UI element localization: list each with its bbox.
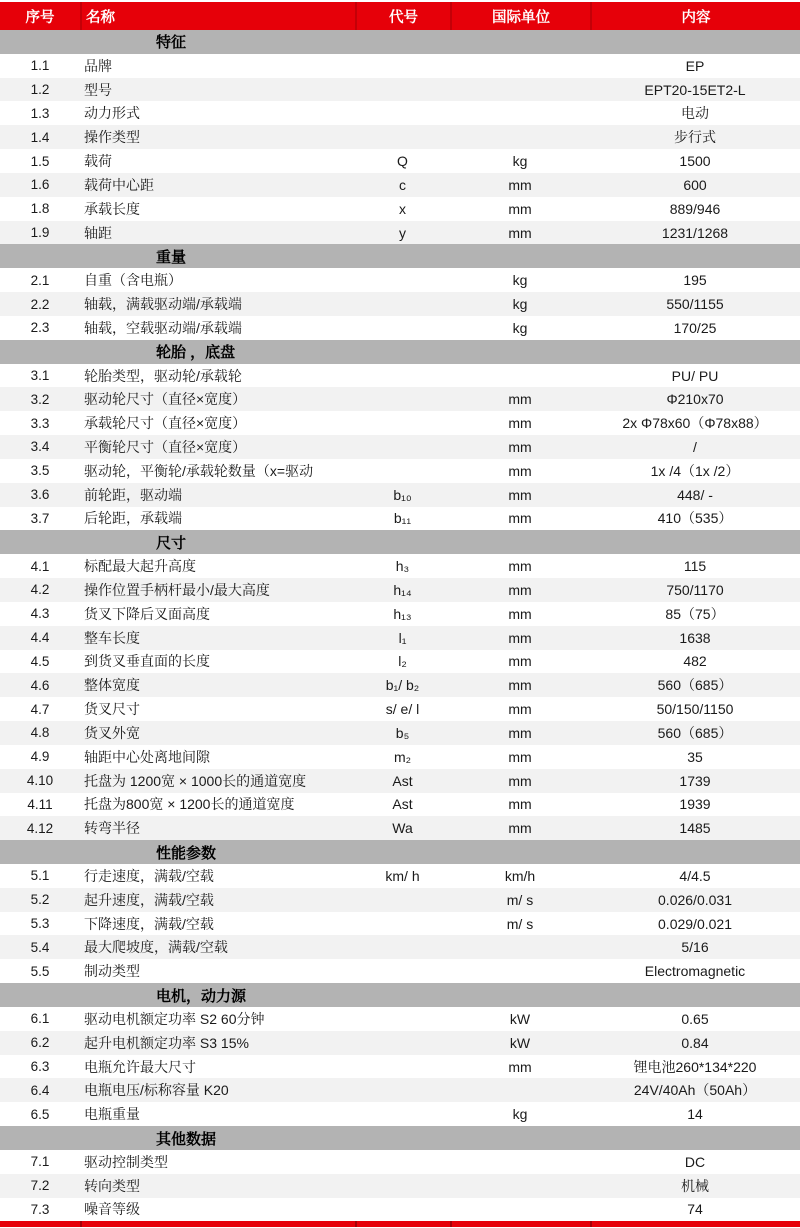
cell-unit: mm xyxy=(508,605,532,622)
cell-value: 锂电池260*134*220 xyxy=(633,1058,757,1075)
cell-no: 1.4 xyxy=(30,129,50,145)
cell-unit: mm xyxy=(508,653,532,670)
cell-unit: mm xyxy=(508,820,532,837)
cell-unit: kg xyxy=(512,319,528,336)
cell-name: 制动类型 xyxy=(84,963,140,980)
cell-no: 3.2 xyxy=(30,391,50,407)
table-row xyxy=(0,888,800,912)
table-body xyxy=(0,30,800,1221)
cell-value: 1638 xyxy=(679,629,711,646)
table-row xyxy=(0,101,800,125)
cell-unit: kg xyxy=(512,272,528,289)
cell-unit: mm xyxy=(508,581,532,598)
table-row xyxy=(0,554,800,578)
cell-code: h₃ xyxy=(395,558,410,575)
table-row xyxy=(0,697,800,721)
cell-unit: mm xyxy=(508,391,532,408)
cell-name: 最大爬坡度，满载/空载 xyxy=(84,939,228,956)
cell-name: 起升速度，满载/空载 xyxy=(84,891,214,908)
cell-no: 4.11 xyxy=(27,796,53,812)
table-row xyxy=(0,673,800,697)
cell-name: 轴距中心处离地间隙 xyxy=(84,748,210,765)
cell-unit: mm xyxy=(508,701,532,718)
cell-value: 步行式 xyxy=(674,129,716,146)
cell-unit: kg xyxy=(512,153,528,170)
cell-no: 5.2 xyxy=(30,892,50,908)
cell-value: 电动 xyxy=(681,105,709,122)
cell-no: 3.6 xyxy=(30,487,50,503)
cell-name: 噪音等级 xyxy=(84,1201,140,1218)
cell-unit: mm xyxy=(508,462,532,479)
cell-no: 3.4 xyxy=(30,439,50,455)
cell-name: 起升电机额定功率 S3 15% xyxy=(84,1034,249,1051)
cell-name: 标配最大起升高度 xyxy=(84,558,196,575)
cell-name: 驱动控制类型 xyxy=(84,1153,168,1170)
cell-no: 6.5 xyxy=(30,1106,50,1122)
table-row xyxy=(0,626,800,650)
cell-code: h₁₄ xyxy=(393,581,412,598)
table-row xyxy=(0,1007,800,1031)
cell-name: 载荷 xyxy=(84,153,112,170)
cell-value: EP xyxy=(685,57,705,74)
table-row xyxy=(0,221,800,245)
cell-name: 承载长度 xyxy=(84,200,140,217)
cell-value: 1500 xyxy=(679,153,711,170)
cell-unit: mm xyxy=(508,748,532,765)
table-row xyxy=(0,483,800,507)
cell-no: 2.2 xyxy=(30,296,50,312)
cell-value: / xyxy=(693,438,697,455)
cell-name: 整体宽度 xyxy=(84,677,140,694)
table-row xyxy=(0,387,800,411)
cell-no: 1.9 xyxy=(30,225,50,241)
cell-value: 74 xyxy=(687,1201,703,1218)
cell-code: Ast xyxy=(392,796,413,813)
table-row xyxy=(0,816,800,840)
cell-name: 托盘为 1200宽 × 1000长的通道宽度 xyxy=(84,772,307,789)
header-cell-value: 内容 xyxy=(590,2,800,30)
table-row xyxy=(0,1198,800,1222)
cell-unit: mm xyxy=(508,1058,532,1075)
cell-no: 4.1 xyxy=(30,558,50,574)
cell-name: 下降速度，满载/空载 xyxy=(84,915,214,932)
cell-name: 电瓶允许最大尺寸 xyxy=(84,1058,196,1075)
cell-value: 482 xyxy=(683,653,707,670)
cell-name: 行走速度，满载/空载 xyxy=(84,867,214,884)
cell-code: b₁/ b₂ xyxy=(385,677,420,694)
table-row xyxy=(0,1174,800,1198)
cell-value: 2x Φ78x60（Φ78x88） xyxy=(622,415,768,432)
table-row xyxy=(0,745,800,769)
cell-name: 货叉外宽 xyxy=(84,724,140,741)
cell-unit: kg xyxy=(512,1106,528,1123)
cell-code: b₅ xyxy=(395,724,410,741)
table-row xyxy=(0,650,800,674)
cell-value: 170/25 xyxy=(673,319,717,336)
cell-no: 5.4 xyxy=(30,939,50,955)
cell-value: 889/946 xyxy=(669,200,721,217)
cell-value: 35 xyxy=(687,748,703,765)
cell-name: 动力形式 xyxy=(84,105,140,122)
table-row xyxy=(0,459,800,483)
cell-no: 5.5 xyxy=(30,963,50,979)
cell-unit: mm xyxy=(508,200,532,217)
cell-unit: km/h xyxy=(504,867,536,884)
header-cell-name: 名称 xyxy=(80,2,355,30)
table-bottom-bar xyxy=(0,1221,800,1227)
cell-name: 托盘为800宽 × 1200长的通道宽度 xyxy=(84,796,295,813)
table-row xyxy=(0,1031,800,1055)
cell-unit: mm xyxy=(508,724,532,741)
section-header: 尺寸 xyxy=(0,530,800,554)
cell-name: 转向类型 xyxy=(84,1177,140,1194)
cell-no: 3.3 xyxy=(30,415,50,431)
cell-code: s/ e/ l xyxy=(385,701,420,718)
cell-no: 4.3 xyxy=(30,606,50,622)
cell-value: 560（685） xyxy=(657,724,733,741)
cell-unit: mm xyxy=(508,510,532,527)
cell-no: 7.3 xyxy=(30,1201,50,1217)
cell-name: 后轮距，承载端 xyxy=(84,510,182,527)
cell-name: 货叉下降后叉面高度 xyxy=(84,605,210,622)
cell-value: 机械 xyxy=(681,1177,709,1194)
cell-name: 型号 xyxy=(84,81,112,98)
cell-name: 驱动轮尺寸（直径×宽度） xyxy=(84,391,247,408)
cell-value: 1x /4（1x /2） xyxy=(650,462,740,479)
cell-unit: mm xyxy=(508,486,532,503)
cell-unit: mm xyxy=(508,558,532,575)
cell-value: 0.65 xyxy=(681,1010,709,1027)
cell-no: 2.1 xyxy=(30,272,50,288)
table-row xyxy=(0,292,800,316)
section-header: 轮胎 ，底盘 xyxy=(0,340,800,364)
cell-unit: mm xyxy=(508,224,532,241)
table-row xyxy=(0,268,800,292)
cell-no: 6.3 xyxy=(30,1059,50,1075)
cell-name: 轮胎类型，驱动轮/承载轮 xyxy=(84,367,242,384)
cell-no: 4.2 xyxy=(30,582,50,598)
cell-name: 货叉尺寸 xyxy=(84,701,140,718)
cell-name: 电瓶电压/标称容量 K20 xyxy=(84,1082,229,1099)
cell-value: 5/16 xyxy=(681,939,709,956)
table-row xyxy=(0,173,800,197)
table-row xyxy=(0,1078,800,1102)
cell-code: l₁ xyxy=(398,629,407,646)
cell-value: 50/150/1150 xyxy=(656,701,734,718)
cell-no: 3.7 xyxy=(30,510,50,526)
cell-unit: mm xyxy=(508,415,532,432)
table-row xyxy=(0,793,800,817)
table-row xyxy=(0,864,800,888)
table-row xyxy=(0,364,800,388)
table-row xyxy=(0,54,800,78)
cell-no: 3.5 xyxy=(30,463,50,479)
cell-code: h₁₃ xyxy=(393,605,412,622)
table-row xyxy=(0,78,800,102)
cell-value: 750/1170 xyxy=(666,581,724,598)
cell-no: 4.7 xyxy=(30,701,50,717)
cell-value: 85（75） xyxy=(665,605,725,622)
cell-value: 1485 xyxy=(679,820,711,837)
cell-value: 1739 xyxy=(679,772,711,789)
cell-name: 到货叉垂直面的长度 xyxy=(84,653,210,670)
cell-name: 轴载，空载驱动端/承载端 xyxy=(84,319,242,336)
cell-unit: kW xyxy=(509,1034,531,1051)
section-header: 其他数据 xyxy=(0,1126,800,1150)
cell-no: 1.8 xyxy=(30,201,50,217)
cell-unit: kg xyxy=(512,296,528,313)
table-row xyxy=(0,411,800,435)
cell-value: 14 xyxy=(687,1106,703,1123)
cell-name: 承载轮尺寸（直径×宽度） xyxy=(84,415,247,432)
cell-code: b₁₀ xyxy=(393,486,412,503)
cell-value: Electromagnetic xyxy=(644,963,746,980)
cell-value: 410（535） xyxy=(657,510,733,527)
section-header: 性能参数 xyxy=(0,840,800,864)
table-row xyxy=(0,1055,800,1079)
cell-value: DC xyxy=(684,1153,706,1170)
cell-value: 0.84 xyxy=(681,1034,709,1051)
cell-no: 4.5 xyxy=(30,653,50,669)
table-row xyxy=(0,769,800,793)
cell-code: Wa xyxy=(392,820,413,837)
cell-no: 4.12 xyxy=(26,820,54,836)
cell-value: 0.029/0.021 xyxy=(658,915,732,932)
cell-no: 5.1 xyxy=(30,868,50,884)
cell-value: EPT20-15ET2-L xyxy=(644,81,746,98)
table-row xyxy=(0,197,800,221)
cell-unit: kW xyxy=(509,1010,531,1027)
cell-unit: mm xyxy=(508,176,532,193)
cell-code: Q xyxy=(397,153,408,170)
table-row xyxy=(0,149,800,173)
cell-name: 整车长度 xyxy=(84,629,140,646)
cell-name: 操作位置手柄杆最小/最大高度 xyxy=(84,581,270,598)
cell-value: 448/ - xyxy=(677,486,713,503)
cell-value: 560（685） xyxy=(657,677,733,694)
cell-name: 自重（含电瓶） xyxy=(84,272,182,289)
table-row xyxy=(0,125,800,149)
cell-value: 24V/40Ah（50Ah） xyxy=(633,1082,757,1099)
cell-value: 600 xyxy=(683,176,707,193)
section-header: 电机，动力源 xyxy=(0,983,800,1007)
cell-no: 1.3 xyxy=(30,105,50,121)
cell-name: 驱动电机额定功率 S2 60分钟 xyxy=(84,1010,265,1027)
cell-no: 4.9 xyxy=(30,749,50,765)
cell-name: 载荷中心距 xyxy=(84,176,154,193)
cell-name: 轴载，满载驱动端/承载端 xyxy=(84,296,242,313)
cell-value: 1939 xyxy=(679,796,711,813)
cell-code: km/ h xyxy=(385,867,420,884)
table-header-row xyxy=(0,2,800,30)
cell-name: 电瓶重量 xyxy=(84,1106,140,1123)
cell-no: 2.3 xyxy=(30,320,50,336)
cell-code: x xyxy=(399,200,406,217)
cell-code: c xyxy=(399,176,406,193)
cell-no: 6.4 xyxy=(30,1082,50,1098)
cell-no: 1.2 xyxy=(30,82,50,98)
cell-name: 转弯半径 xyxy=(84,820,140,837)
cell-value: 1231/1268 xyxy=(661,224,729,241)
table-row xyxy=(0,435,800,459)
cell-code: l₂ xyxy=(398,653,407,670)
cell-unit: mm xyxy=(508,796,532,813)
cell-code: b₁₁ xyxy=(393,510,412,527)
cell-value: 4/4.5 xyxy=(679,867,711,884)
cell-no: 6.1 xyxy=(30,1011,50,1027)
cell-value: 0.026/0.031 xyxy=(658,891,732,908)
cell-unit: mm xyxy=(508,629,532,646)
cell-name: 操作类型 xyxy=(84,129,140,146)
cell-value: 550/1155 xyxy=(666,296,724,313)
cell-no: 3.1 xyxy=(30,368,50,383)
cell-code: m₂ xyxy=(393,748,412,765)
cell-no: 1.6 xyxy=(30,177,50,193)
cell-name: 轴距 xyxy=(84,224,112,241)
cell-value: Φ210x70 xyxy=(666,391,724,408)
cell-no: 4.6 xyxy=(30,677,50,693)
header-cell-no: 序号 xyxy=(25,9,55,26)
cell-name: 品牌 xyxy=(84,57,112,74)
cell-name: 平衡轮尺寸（直径×宽度） xyxy=(84,438,247,455)
section-header: 特征 xyxy=(0,30,800,54)
table-row xyxy=(0,316,800,340)
cell-no: 4.10 xyxy=(26,773,54,789)
cell-unit: mm xyxy=(508,438,532,455)
cell-name: 驱动轮，平衡轮/承载轮数量（x=驱动 xyxy=(84,462,314,479)
cell-unit: mm xyxy=(508,677,532,694)
header-cell-unit: 国际单位 xyxy=(450,2,590,30)
cell-no: 5.3 xyxy=(30,916,50,932)
cell-code: y xyxy=(399,224,406,241)
cell-value: 115 xyxy=(683,558,707,575)
table-row xyxy=(0,1102,800,1126)
cell-unit: mm xyxy=(508,772,532,789)
table-row xyxy=(0,721,800,745)
cell-unit: m/ s xyxy=(506,915,534,932)
table-row xyxy=(0,959,800,983)
table-row xyxy=(0,912,800,936)
cell-no: 4.8 xyxy=(30,725,50,741)
cell-no: 1.1 xyxy=(30,58,50,74)
cell-value: PU/ PU xyxy=(671,367,719,384)
cell-no: 1.5 xyxy=(30,153,50,169)
table-row xyxy=(0,578,800,602)
section-header: 重量 xyxy=(0,244,800,268)
cell-no: 4.4 xyxy=(30,630,50,646)
cell-no: 7.1 xyxy=(30,1154,50,1170)
cell-no: 7.2 xyxy=(30,1178,50,1194)
table-row xyxy=(0,602,800,626)
cell-value: 195 xyxy=(683,272,707,289)
header-cell-code: 代号 xyxy=(355,2,450,30)
table-row xyxy=(0,935,800,959)
cell-name: 前轮距，驱动端 xyxy=(84,486,182,503)
cell-code: Ast xyxy=(392,772,413,789)
table-row xyxy=(0,507,800,531)
cell-unit: m/ s xyxy=(506,891,534,908)
cell-no: 6.2 xyxy=(30,1035,50,1051)
table-row xyxy=(0,1150,800,1174)
